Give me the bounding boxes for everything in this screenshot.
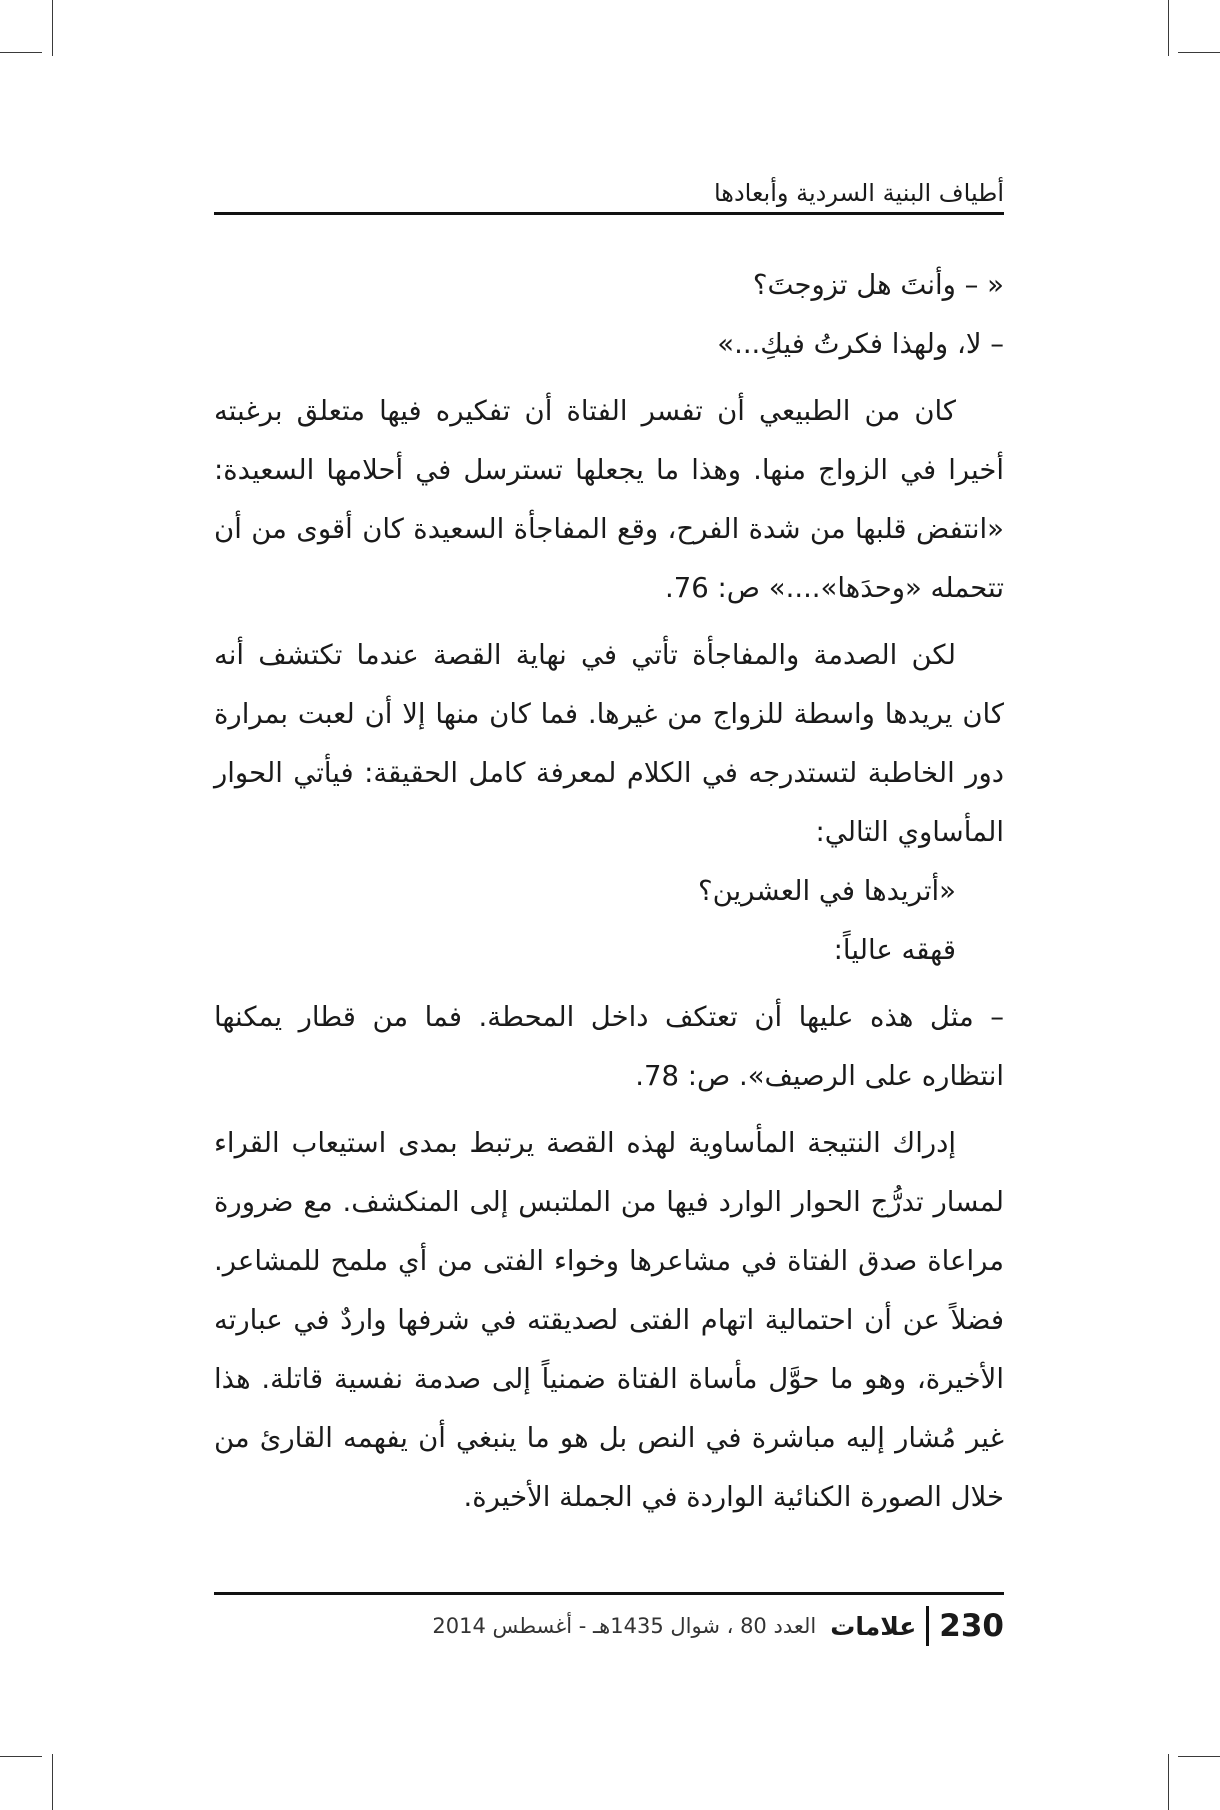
- crop-mark: [0, 52, 42, 53]
- running-header: أطياف البنية السردية وأبعادها: [713, 179, 1004, 207]
- dialogue-line: قهقه عالياً:: [833, 934, 956, 966]
- header-rule: [214, 212, 1004, 215]
- footer-separator: [926, 1606, 929, 1646]
- crop-mark: [52, 0, 53, 56]
- crop-mark: [1178, 1756, 1220, 1757]
- crop-mark: [0, 1756, 42, 1757]
- dialogue-line: – لا، ولهذا فكرتُ فيكِ...»: [717, 328, 1004, 360]
- paragraph: لكن الصدمة والمفاجأة تأتي في نهاية القصة عندما تكتشف أنه كان يريدها واسطة للزواج من غيرها. فما كان منها إلا أن لعبت بمرارة دور الخاطبة لتستدرجه في الكلام لمعرفة كامل الحقيقة: فيأتي الحوار المأساوي التالي:: [214, 639, 1004, 848]
- article-body: [214, 256, 1004, 1527]
- dialogue-line: « – وأنتَ هل تزوجتَ؟: [752, 269, 1004, 301]
- footer-rule: [214, 1592, 1004, 1595]
- crop-mark: [52, 1754, 53, 1810]
- crop-mark: [1168, 1754, 1169, 1810]
- page-number: 230: [939, 1608, 1004, 1644]
- journal-logo: علامات: [830, 1611, 917, 1641]
- page-footer: [214, 1604, 1004, 1648]
- dialogue-line: «أتريدها في العشرين؟: [698, 875, 956, 907]
- crop-mark: [1168, 0, 1169, 56]
- crop-mark: [1178, 52, 1220, 53]
- dialogue-line: – مثل هذه عليها أن تعتكف داخل المحطة. فما من قطار يمكنها انتظاره على الرصيف». ص: 78.: [214, 1001, 1004, 1092]
- paragraph: كان من الطبيعي أن تفسر الفتاة أن تفكيره فيها متعلق برغبته أخيرا في الزواج منها. وهذا ما يجعلها تسترسل في أحلامها السعيدة: «انتفض قلبها من شدة الفرح، وقع المفاجأة السعيدة كان أقوى من أن تتحمله «وحدَها»....» ص: 76.: [214, 395, 1004, 604]
- issue-info: العدد 80 ، شوال 1435هـ - أغسطس 2014: [432, 1614, 817, 1638]
- paragraph: إدراك النتيجة المأساوية لهذه القصة يرتبط بمدى استيعاب القراء لمسار تدرُّج الحوار الوارد فيها من الملتبس إلى المنكشف. مع ضرورة مراعاة صدق الفتاة في مشاعرها وخواء الفتى من أي ملمح للمشاعر. فضلاً عن أن احتمالية اتهام الفتى لصديقته في شرفها واردٌ في عبارته الأخيرة، وهو ما حوَّل مأساة الفتاة ضمنياً إلى صدمة نفسية قاتلة. هذا غير مُشار إليه مباشرة في النص بل هو ما ينبغي أن يفهمه القارئ من خلال الصورة الكنائية الواردة في الجملة الأخيرة.: [214, 1127, 1004, 1513]
